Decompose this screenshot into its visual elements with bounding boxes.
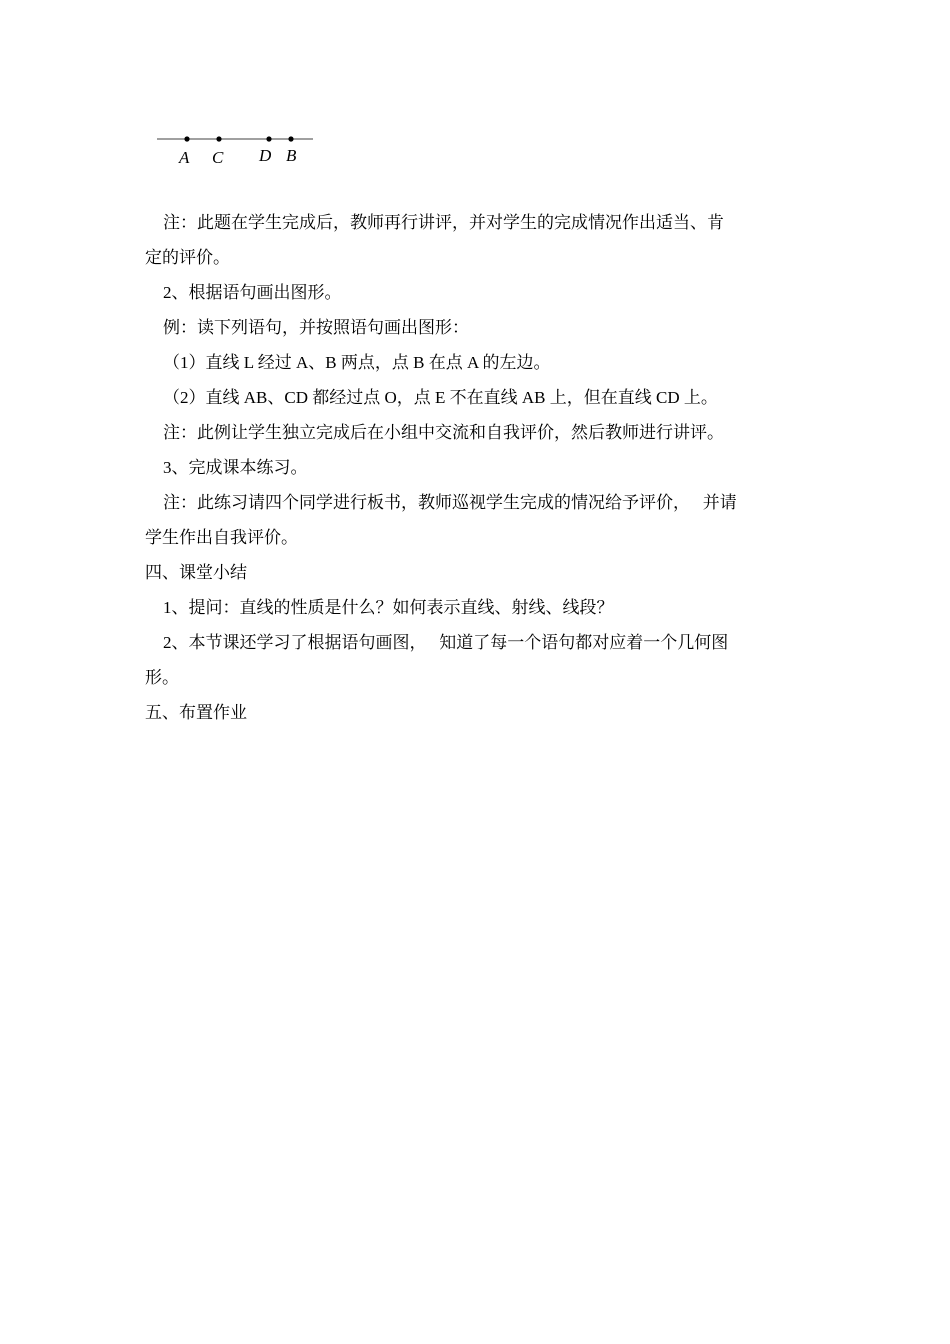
note-1-line-2: 定的评价。 [145, 248, 230, 267]
point-d-label: D [259, 146, 272, 165]
item-2: 2、根据语句画出图形。 [163, 283, 342, 302]
note-2: 注：此例让学生独立完成后在小组中交流和自我评价，然后教师进行讲评。 [163, 423, 724, 442]
lesson-text [145, 205, 810, 730]
item-3: 3、完成课本练习。 [163, 458, 308, 477]
section-4-item-1: 1、提问：直线的性质是什么？如何表示直线、射线、线段？ [163, 598, 614, 617]
point-b-label: B [286, 146, 297, 165]
point-c-label: C [212, 148, 224, 167]
section-4-item-2-line-2: 形。 [145, 668, 179, 687]
example-1: （1）直线 L 经过 A、B 两点，点 B 在点 A 的左边。 [163, 353, 551, 372]
note-1-line-1: 注：此题在学生完成后，教师再行讲评，并对学生的完成情况作出适当、肯 [163, 213, 724, 232]
section-4-item-2-line-1: 2、本节课还学习了根据语句画图， 知道了每一个语句都对应着一个几何图 [163, 633, 729, 652]
point-b-dot [288, 136, 293, 141]
example-2: （2）直线 AB、CD 都经过点 O，点 E 不在直线 AB 上，但在直线 CD 上。 [163, 388, 718, 407]
point-c-dot [216, 136, 221, 141]
note-3-line-2: 学生作出自我评价。 [145, 528, 298, 547]
point-a-label: A [179, 148, 190, 167]
note-3-line-1: 注：此练习请四个同学进行板书，教师巡视学生完成的情况给予评价， 并请 [163, 493, 737, 512]
section-4-heading: 四、课堂小结 [145, 563, 247, 582]
line-segment-figure [150, 126, 330, 176]
line-figure-svg [150, 126, 330, 176]
point-d-dot [266, 136, 271, 141]
example-intro: 例：读下列语句，并按照语句画出图形： [163, 318, 469, 337]
point-a-dot [184, 136, 189, 141]
section-5-heading: 五、布置作业 [145, 703, 247, 722]
